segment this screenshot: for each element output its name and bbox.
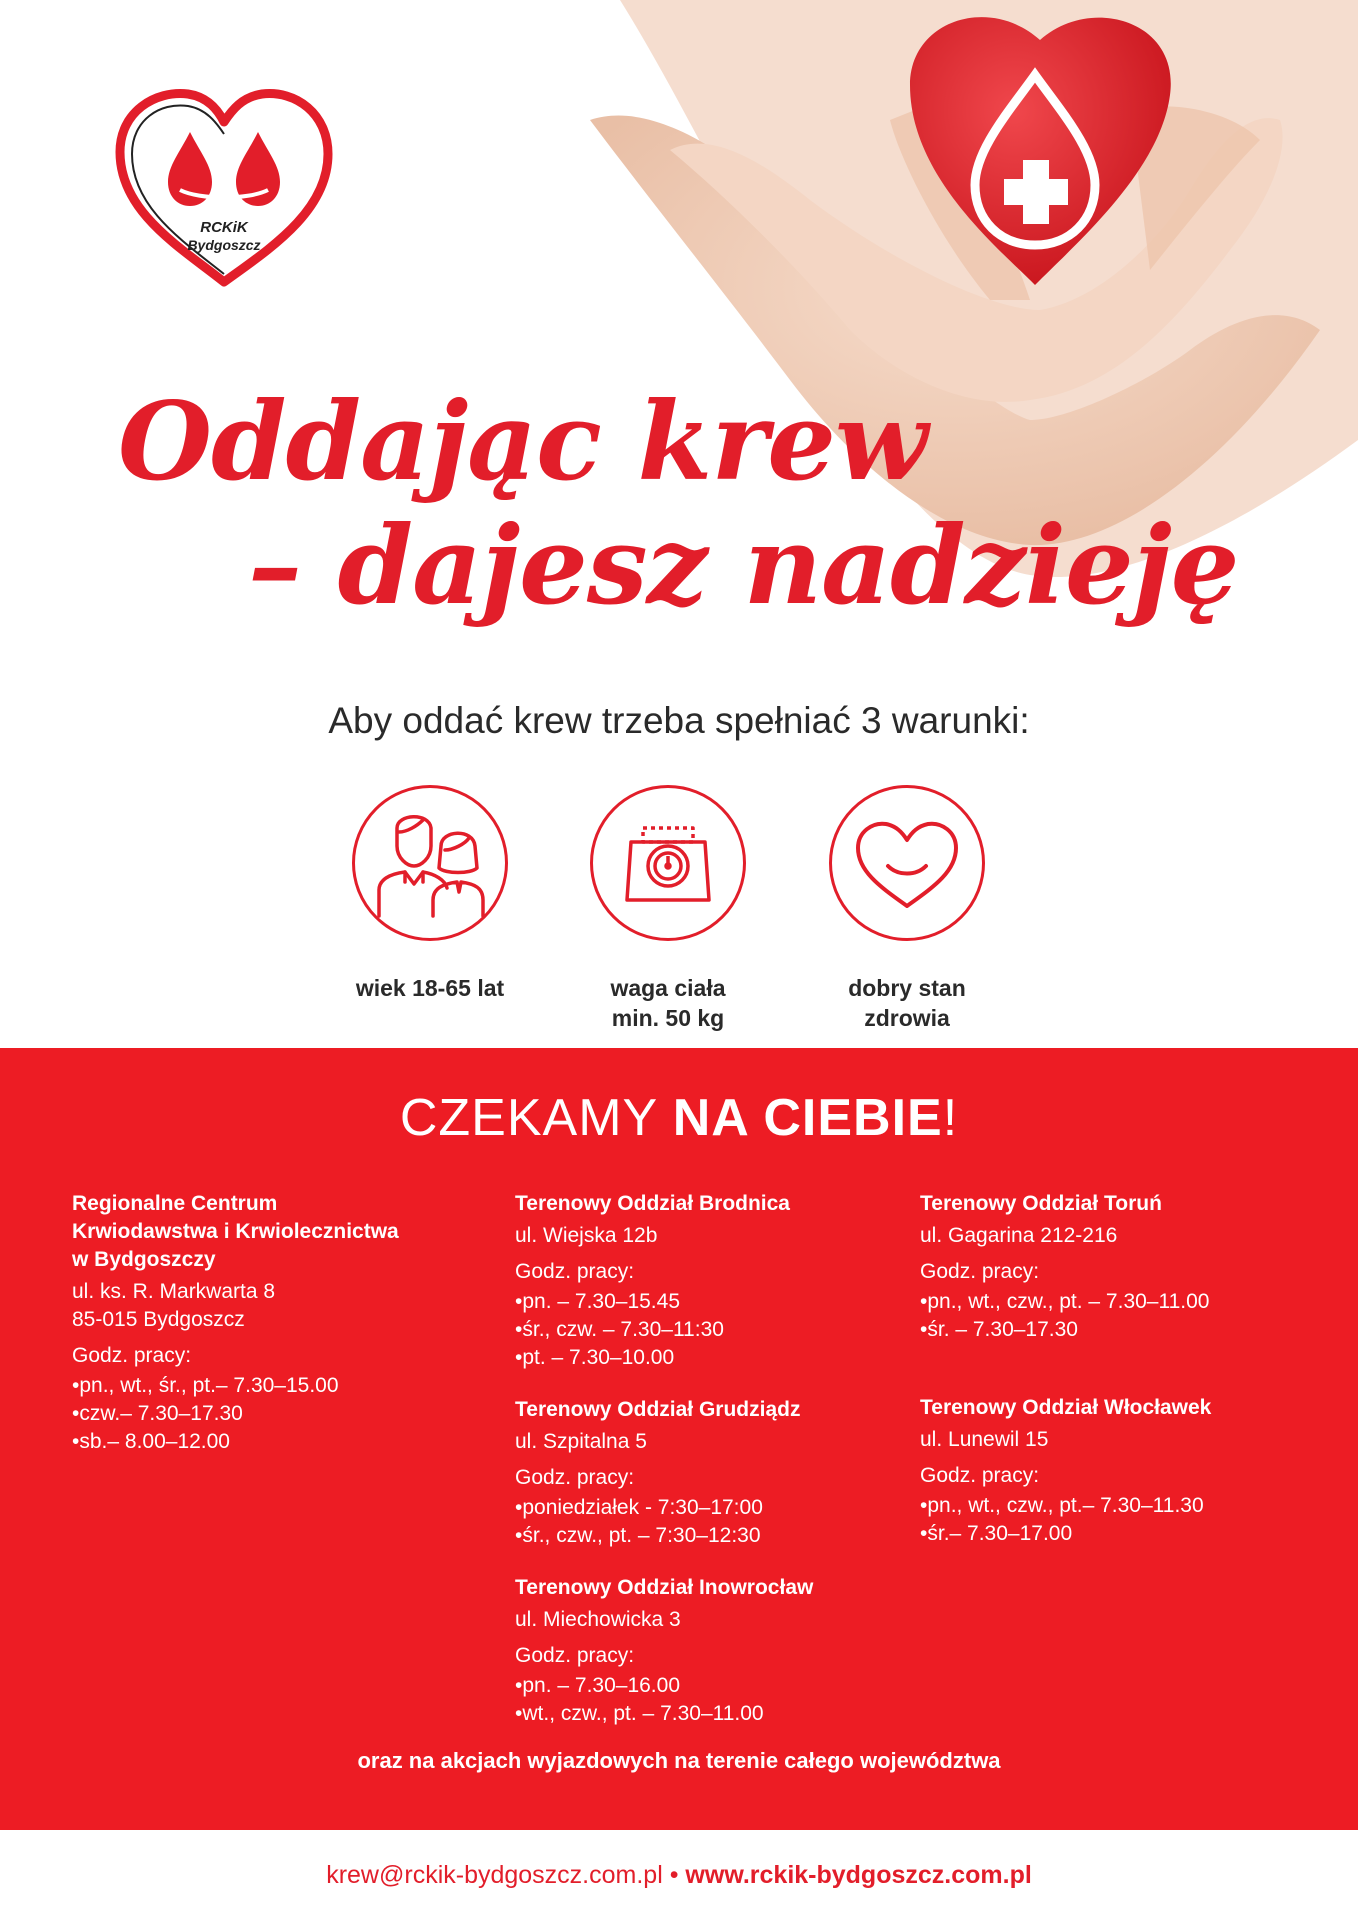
headline-line2: – dajesz nadzieję	[248, 503, 1239, 629]
hours-item: • śr., czw., pt. – 7:30–12:30	[515, 1522, 895, 1550]
footer-separator: •	[662, 1861, 686, 1889]
rckik-logo	[110, 82, 338, 297]
condition-weight	[553, 785, 783, 1033]
hours-item: • śr.– 7.30–17.00	[920, 1520, 1340, 1548]
center-main-address-2: 85-015 Bydgoszcz	[72, 1308, 245, 1331]
center-torun-address: ul. Gagarina 212-216	[920, 1224, 1118, 1247]
condition-age-line1: wiek 18-65 lat	[355, 975, 505, 1001]
cta-bold: NA CIEBIE	[672, 1089, 943, 1147]
people-icon	[355, 788, 505, 938]
mobile-actions-note: oraz na akcjach wyjazdowych na terenie całego województwa	[357, 1748, 1001, 1773]
condition-weight-line2: min. 50 kg	[611, 1005, 725, 1031]
center-brodnica-name: Terenowy Oddział Brodnica	[515, 1192, 790, 1215]
center-wloclawek-hours-label: Godz. pracy:	[920, 1464, 1040, 1487]
center-main-name-1: Regionalne Centrum	[72, 1192, 278, 1215]
hours-item: • pn. – 7.30–15.45	[515, 1288, 895, 1316]
center-grudziadz-address: ul. Szpitalna 5	[515, 1430, 647, 1453]
center-main	[72, 1190, 492, 1456]
condition-weight-line1: waga ciała	[610, 975, 726, 1001]
column-2	[515, 1190, 895, 1752]
hours-item: • pn., wt., czw., pt. – 7.30–11.00	[920, 1288, 1340, 1316]
hours-item: • pn., wt., śr., pt.– 7.30–15.00	[72, 1372, 492, 1400]
center-wloclawek-address: ul. Lunewil 15	[920, 1428, 1049, 1451]
logo-text-line2: Bydgoszcz	[187, 237, 261, 253]
center-main-name-2: Krwiodawstwa i Krwiolecznictwa	[72, 1220, 399, 1243]
website-link[interactable]: www.rckik-bydgoszcz.com.pl	[685, 1861, 1032, 1889]
center-brodnica-address: ul. Wiejska 12b	[515, 1224, 658, 1247]
hours-item: • czw.– 7.30–17.30	[72, 1400, 492, 1428]
hours-item: • pn., wt., czw., pt.– 7.30–11.30	[920, 1492, 1340, 1520]
hours-item: • pt. – 7.30–10.00	[515, 1344, 895, 1372]
center-wloclawek	[920, 1394, 1340, 1548]
condition-health-line1: dobry stan	[848, 975, 966, 1001]
center-grudziadz	[515, 1396, 895, 1550]
condition-health	[792, 785, 1022, 1033]
center-main-hours	[72, 1372, 492, 1456]
scale-icon	[593, 788, 743, 938]
center-inowroclaw-address: ul. Miechowicka 3	[515, 1608, 681, 1631]
center-main-hours-label: Godz. pracy:	[72, 1344, 192, 1367]
email-link[interactable]: krew@rckik-bydgoszcz.com.pl	[326, 1861, 663, 1889]
center-wloclawek-name: Terenowy Oddział Włocławek	[920, 1396, 1212, 1419]
center-brodnica	[515, 1190, 895, 1372]
conditions-subtitle: Aby oddać krew trzeba spełniać 3 warunki:	[328, 700, 1030, 741]
center-torun	[920, 1190, 1340, 1344]
hours-item: • sb.– 8.00–12.00	[72, 1428, 492, 1456]
condition-age	[315, 785, 545, 1003]
headline	[118, 380, 1318, 628]
center-torun-hours-label: Godz. pracy:	[920, 1260, 1040, 1283]
logo-text-line1: RCKiK	[200, 219, 248, 236]
cta-light: CZEKAMY	[399, 1089, 673, 1147]
footer	[0, 1830, 1358, 1920]
hours-item: • śr., czw. – 7.30–11:30	[515, 1316, 895, 1344]
headline-line1: Oddając krew	[118, 379, 927, 505]
hours-item: • poniedziałek - 7:30–17:00	[515, 1494, 895, 1522]
center-inowroclaw	[515, 1574, 895, 1728]
center-inowroclaw-name: Terenowy Oddział Inowrocław	[515, 1576, 814, 1599]
center-inowroclaw-hours-label: Godz. pracy:	[515, 1644, 635, 1667]
cta-heading	[0, 1088, 1358, 1148]
center-grudziadz-hours-label: Godz. pracy:	[515, 1466, 635, 1489]
center-grudziadz-name: Terenowy Oddział Grudziądz	[515, 1398, 801, 1421]
center-main-name-3: w Bydgoszczy	[72, 1248, 216, 1271]
condition-health-line2: zdrowia	[864, 1005, 950, 1031]
cta-end: !	[942, 1089, 959, 1147]
center-brodnica-hours-label: Godz. pracy:	[515, 1260, 635, 1283]
hours-item: • śr. – 7.30–17.30	[920, 1316, 1340, 1344]
center-main-address-1: ul. ks. R. Markwarta 8	[72, 1280, 276, 1303]
hours-item: • pn. – 7.30–16.00	[515, 1672, 895, 1700]
column-3	[920, 1190, 1340, 1572]
hours-item: • wt., czw., pt. – 7.30–11.00	[515, 1700, 895, 1728]
center-torun-name: Terenowy Oddział Toruń	[920, 1192, 1162, 1215]
heart-icon	[832, 788, 982, 938]
